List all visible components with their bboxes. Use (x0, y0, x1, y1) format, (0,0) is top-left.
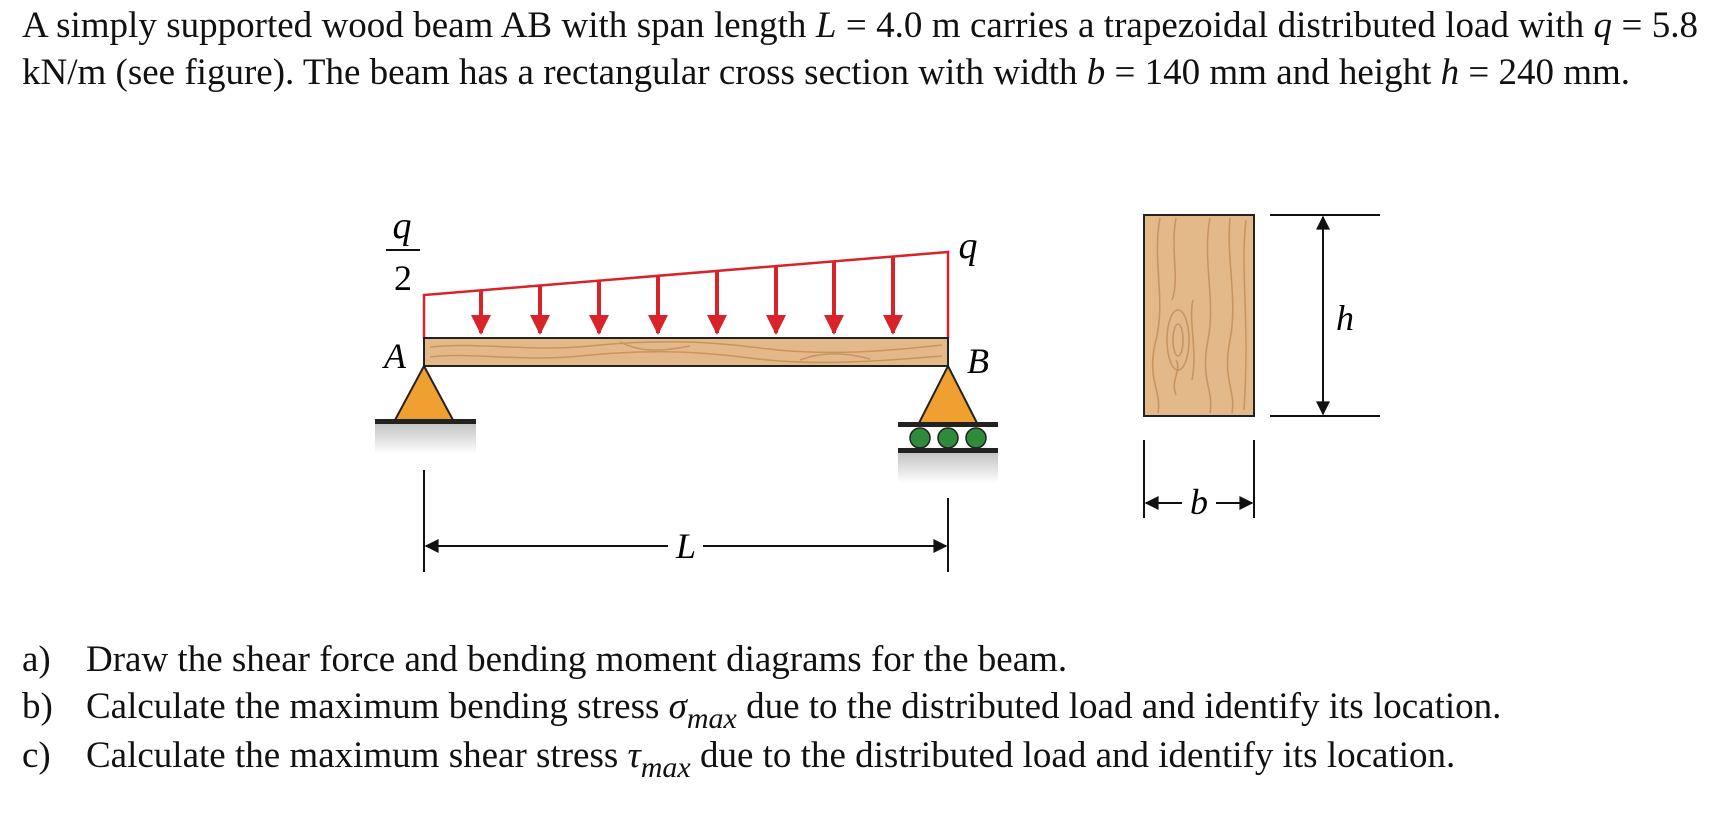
question-text: Draw the shear force and bending moment diagrams for the beam. (86, 639, 1068, 680)
question-b (22, 683, 1698, 735)
cross-section (1144, 215, 1254, 416)
question-text-post: due to the distributed load and identify its location. (736, 686, 1502, 727)
symbol-b: b (1086, 52, 1106, 93)
symbol-sigma: σ (668, 686, 687, 727)
symbol-L: L (815, 5, 837, 46)
wood-beam (424, 338, 948, 366)
question-label: c) (22, 735, 51, 776)
beam-figure (0, 180, 1718, 580)
label-L: L (675, 526, 697, 566)
problem-text: = 240 mm. (1459, 52, 1631, 93)
question-text-pre: Calculate the maximum bending stress (86, 686, 669, 727)
roller-support-B (898, 366, 998, 483)
symbol-h: h (1440, 52, 1460, 93)
label-A: A (384, 336, 406, 376)
question-c (22, 732, 1698, 784)
question-text (86, 683, 1698, 735)
distributed-load (424, 252, 948, 338)
subscript-max: max (640, 751, 691, 784)
question-label: a) (22, 639, 51, 680)
label-B: B (967, 341, 989, 381)
label-q-right: q (958, 225, 978, 267)
question-text (86, 732, 1698, 784)
problem-text: = 140 mm and height (1105, 52, 1441, 93)
question-text-post: due to the distributed load and identify its location. (690, 735, 1456, 776)
question-text-pre: Calculate the maximum shear stress (86, 735, 628, 776)
symbol-q: q (1593, 5, 1613, 46)
subscript-max: max (686, 702, 737, 735)
question-list (22, 636, 1698, 784)
roller (910, 428, 930, 448)
problem-text: = 4.0 m carries a trapezoidal distributed load with (836, 5, 1594, 46)
question-label: b) (22, 686, 53, 727)
height-dimension (1270, 215, 1380, 416)
roller (966, 428, 986, 448)
problem-text: = 5.8 kN/m (see figure). The beam has a rectangular cross section with width (22, 5, 1698, 93)
symbol-tau: τ (627, 735, 641, 776)
pin-support-A (375, 366, 476, 454)
roller (938, 428, 958, 448)
problem-statement (22, 2, 1698, 96)
label-q-half-denominator: 2 (394, 258, 412, 298)
label-b: b (1190, 482, 1208, 522)
question-a (22, 636, 1698, 683)
problem-text: A simply supported wood beam AB with span length (22, 5, 816, 46)
label-q-half-numerator: q (392, 205, 412, 247)
label-h: h (1336, 298, 1354, 338)
